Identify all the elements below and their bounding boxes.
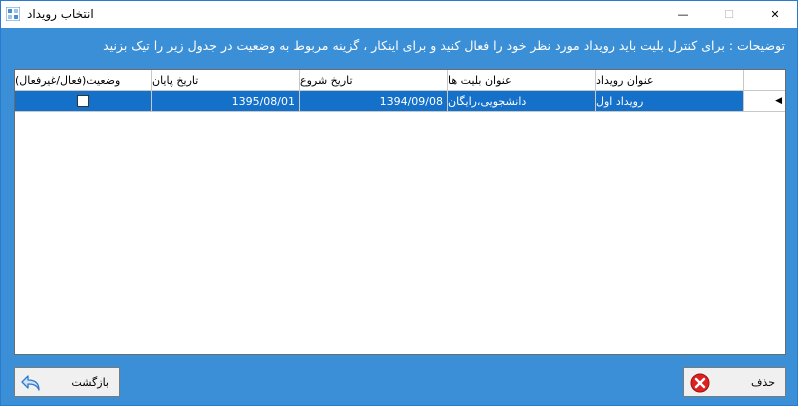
window-title: انتخاب رویداد <box>27 7 94 21</box>
row-header-corner <box>744 70 785 91</box>
column-header-status[interactable]: وضعیت(فعال/غیرفعال) <box>15 70 152 91</box>
column-header-ticket-title[interactable]: عنوان بلیت ها <box>448 70 596 91</box>
minimize-button[interactable] <box>660 1 706 28</box>
delete-icon <box>689 372 711 394</box>
current-row-arrow-icon: ◀ <box>775 96 782 106</box>
cell-start-date[interactable]: 1394/09/08 <box>300 91 448 112</box>
column-header-start-date[interactable]: تاریخ شروع <box>300 70 448 91</box>
minimize-icon: — <box>677 8 689 21</box>
back-button-label: بازگشت <box>71 376 109 389</box>
status-checkbox[interactable] <box>77 95 89 107</box>
cell-ticket-title[interactable]: دانشجویی،رایگان <box>448 91 596 112</box>
close-button[interactable] <box>752 1 798 28</box>
delete-button-label: حذف <box>751 376 775 389</box>
app-icon <box>6 7 20 21</box>
back-button[interactable] <box>14 367 120 397</box>
events-grid[interactable] <box>14 69 786 355</box>
cell-end-date[interactable]: 1395/08/01 <box>152 91 300 112</box>
column-header-end-date[interactable]: تاریخ پایان <box>152 70 300 91</box>
delete-button[interactable] <box>683 367 786 397</box>
maximize-button[interactable] <box>706 1 752 28</box>
back-arrow-icon <box>20 372 42 394</box>
current-row-indicator <box>744 91 785 112</box>
cell-event-title[interactable]: رویداد اول <box>596 91 744 112</box>
close-icon: ✕ <box>770 8 780 21</box>
cell-status[interactable] <box>15 91 152 112</box>
maximize-icon: ☐ <box>724 8 734 21</box>
title-bar <box>1 1 797 28</box>
description-text: توضیحات : برای کنترل بلیت باید رویداد مورد نظر خود را فعال کنید و برای اینکار ، گزینه مربوط به وضعیت در جدول زیر را تیک بزنید <box>103 38 785 53</box>
column-header-event-title[interactable]: عنوان رویداد <box>596 70 744 91</box>
